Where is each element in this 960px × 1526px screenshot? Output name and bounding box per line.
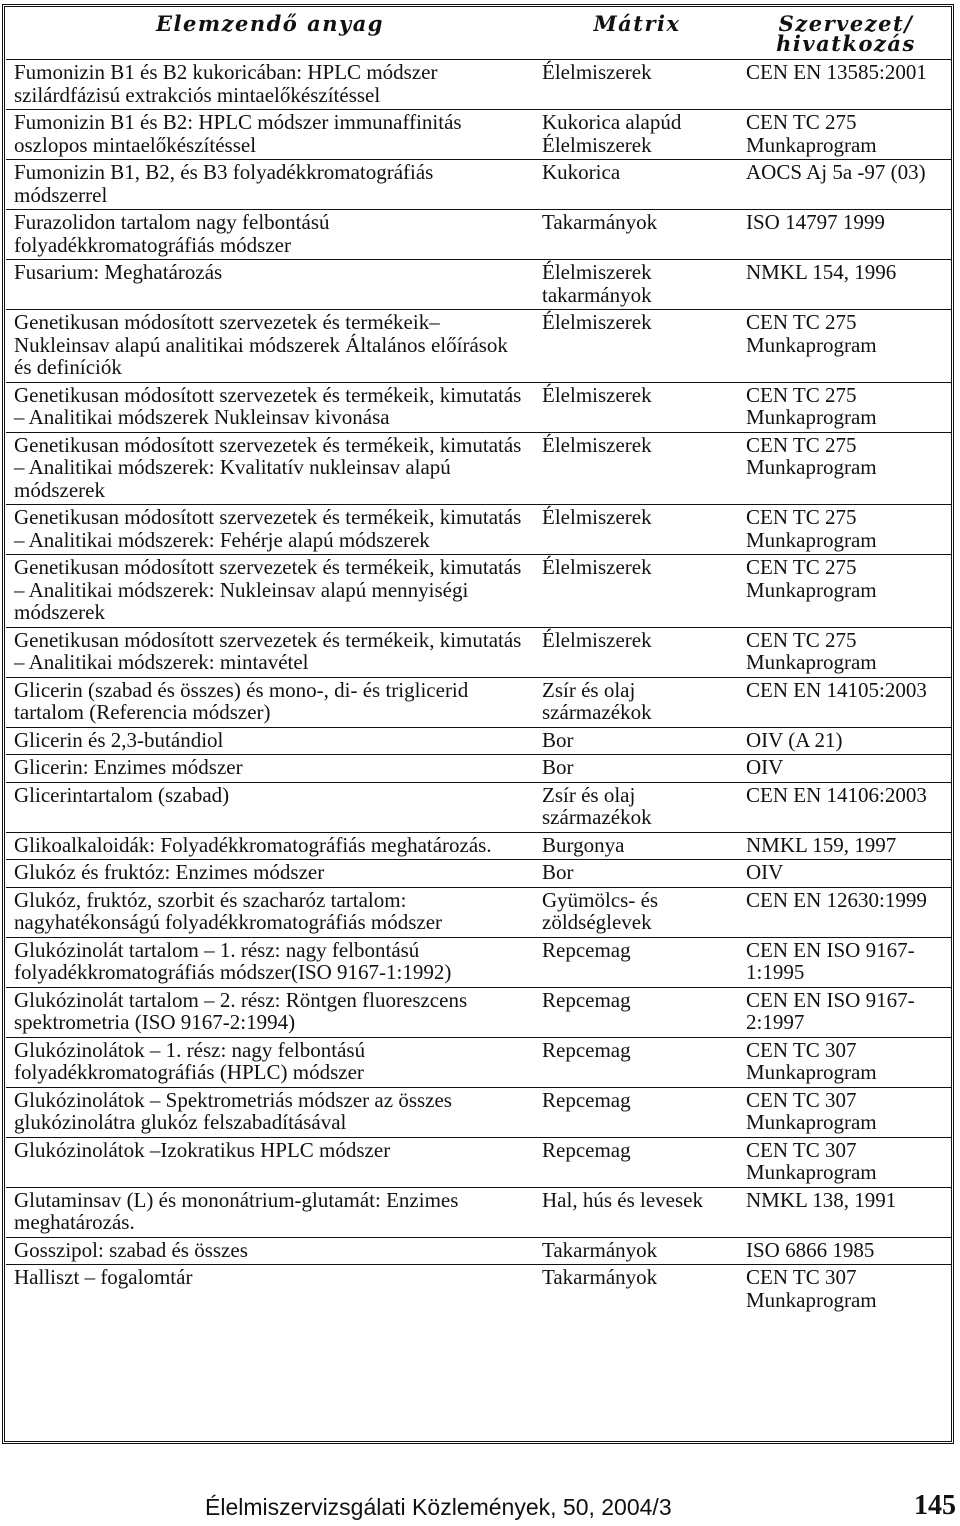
cell-analyte: Glukózinolát tartalom – 1. rész: nagy felbontású folyadékkromatográfiás módszer(ISO 9167-1:1992) bbox=[6, 937, 534, 987]
cell-matrix: Zsír és olaj származékok bbox=[534, 677, 740, 727]
cell-analyte: Genetikusan módosított szervezetek és termékeik, kimutatás – Analitikai módszerek Nukleinsav kivonása bbox=[6, 382, 534, 432]
cell-organization: OIV (A 21) bbox=[740, 727, 952, 755]
table-row bbox=[6, 1187, 952, 1237]
cell-organization: OIV bbox=[740, 755, 952, 783]
table-row bbox=[6, 110, 952, 160]
cell-organization: NMKL 138, 1991 bbox=[740, 1187, 952, 1237]
cell-organization: CEN EN 13585:2001 bbox=[746, 60, 927, 84]
cell-organization: AOCS Aj 5a -97 (03) bbox=[740, 160, 952, 210]
cell-analyte: Glukózinolátok – 1. rész: nagy felbontású folyadékkromatográfiás (HPLC) módszer bbox=[6, 1037, 534, 1087]
standards-table-frame bbox=[2, 4, 954, 1444]
cell-organization: CEN EN 14106:2003 bbox=[740, 782, 952, 832]
cell-analyte: Glicerin (szabad és összes) és mono-, di- és triglicerid tartalom (Referencia módszer) bbox=[6, 677, 534, 727]
table-row bbox=[6, 677, 952, 727]
table-row bbox=[6, 1237, 952, 1265]
table-row bbox=[6, 832, 952, 860]
cell-organization: CEN TC 307 Munkaprogram bbox=[740, 1087, 952, 1137]
cell-matrix: Élelmiszerek bbox=[534, 555, 740, 628]
table-row bbox=[6, 1265, 952, 1315]
cell-analyte: Glutaminsav (L) és mononátrium-glutamát: Enzimes meghatározás. bbox=[6, 1187, 534, 1237]
cell-organization: CEN TC 275 Munkaprogram bbox=[740, 382, 952, 432]
cell-organization: NMKL 154, 1996 bbox=[740, 260, 952, 310]
cell-organization: CEN EN 12630:1999 bbox=[740, 887, 952, 937]
cell-analyte: Glicerin: Enzimes módszer bbox=[6, 755, 534, 783]
cell-matrix: Repcemag bbox=[534, 1037, 740, 1087]
table-row bbox=[6, 1037, 952, 1087]
header-analyte: Elemzendő anyag bbox=[6, 8, 534, 60]
table-row bbox=[6, 782, 952, 832]
table-row bbox=[6, 555, 952, 628]
cell-matrix: Élelmiszerek takarmányok bbox=[534, 260, 740, 310]
table-row bbox=[6, 937, 952, 987]
cell-matrix: Repcemag bbox=[534, 937, 740, 987]
cell-analyte: Halliszt – fogalomtár bbox=[6, 1265, 534, 1315]
table-row bbox=[6, 432, 952, 505]
table-header-row bbox=[6, 8, 952, 60]
cell-matrix: Takarmányok bbox=[534, 1265, 740, 1315]
table-row bbox=[6, 887, 952, 937]
cell-organization: CEN EN ISO 9167-1:1995 bbox=[740, 937, 952, 987]
cell-matrix: Élelmiszerek bbox=[534, 627, 740, 677]
table-row bbox=[6, 755, 952, 783]
cell-matrix: Bor bbox=[534, 860, 740, 888]
cell-analyte: Glukózinolátok – Spektrometriás módszer az összes glukózinolátra glukóz felszabadításával bbox=[6, 1087, 534, 1137]
cell-analyte: Genetikusan módosított szervezetek és termékeik, kimutatás – Analitikai módszerek: Nukleinsav alapú mennyiségi módszerek bbox=[6, 555, 534, 628]
table-row bbox=[6, 1087, 952, 1137]
cell-analyte: Genetikusan módosított szervezetek és termékeik– Nukleinsav alapú analitikai módszerek Általános előírások és definíciók bbox=[6, 310, 534, 383]
cell-analyte: Glicerin és 2,3-butándiol bbox=[6, 727, 534, 755]
cell-matrix: Bor bbox=[534, 727, 740, 755]
table-body bbox=[6, 60, 952, 1315]
cell-organization: ISO 14797 1999 bbox=[740, 210, 952, 260]
header-matrix: Mátrix bbox=[534, 8, 740, 60]
cell-organization: ISO 6866 1985 bbox=[740, 1237, 952, 1265]
table-row bbox=[6, 1137, 952, 1187]
table-row bbox=[6, 505, 952, 555]
cell-matrix: Repcemag bbox=[534, 1087, 740, 1137]
cell-organization: NMKL 159, 1997 bbox=[740, 832, 952, 860]
cell-organization: CEN TC 275 Munkaprogram bbox=[740, 432, 952, 505]
cell-organization: CEN TC 307 Munkaprogram bbox=[740, 1037, 952, 1087]
cell-analyte: Genetikusan módosított szervezetek és termékeik, kimutatás – Analitikai módszerek: Fehérje alapú módszerek bbox=[6, 505, 534, 555]
cell-matrix: Kukorica bbox=[534, 160, 740, 210]
table-row bbox=[6, 727, 952, 755]
table-row bbox=[6, 60, 952, 110]
table-row bbox=[6, 382, 952, 432]
cell-analyte: Furazolidon tartalom nagy felbontású folyadékkromatográfiás módszer bbox=[6, 210, 534, 260]
cell-matrix: Élelmiszerek bbox=[534, 382, 740, 432]
cell-organization: CEN TC 307 Munkaprogram bbox=[740, 1137, 952, 1187]
cell-organization: CEN TC 275 Munkaprogram bbox=[740, 627, 952, 677]
cell-matrix: Élelmiszerek bbox=[542, 60, 652, 84]
cell-analyte: Fumonizin B1 és B2 kukoricában: HPLC módszer szilárdfázisú extrakciós mintaelőkészítéssel bbox=[14, 60, 438, 107]
cell-analyte: Genetikusan módosított szervezetek és termékeik, kimutatás – Analitikai módszerek: Kvalitatív nukleinsav alapú módszerek bbox=[6, 432, 534, 505]
cell-organization: CEN TC 275 Munkaprogram bbox=[740, 310, 952, 383]
table-row bbox=[6, 310, 952, 383]
cell-matrix: Repcemag bbox=[534, 1137, 740, 1187]
cell-matrix: Takarmányok bbox=[534, 210, 740, 260]
page-number: 145 bbox=[914, 1490, 956, 1521]
cell-matrix: Zsír és olaj származékok bbox=[534, 782, 740, 832]
cell-analyte: Glukóz, fruktóz, szorbit és szacharóz tartalom: nagyhatékonságú folyadékkromatográfiás módszer bbox=[6, 887, 534, 937]
page-footer bbox=[200, 1490, 960, 1526]
cell-organization: CEN TC 275 Munkaprogram bbox=[740, 505, 952, 555]
header-organization bbox=[740, 8, 952, 60]
cell-analyte: Glukózinolátok –Izokratikus HPLC módszer bbox=[6, 1137, 534, 1187]
cell-analyte: Fumonizin B1, B2, és B3 folyadékkromatográfiás módszerrel bbox=[6, 160, 534, 210]
cell-matrix: Repcemag bbox=[534, 987, 740, 1037]
cell-analyte: Glikoalkaloidák: Folyadékkromatográfiás meghatározás. bbox=[6, 832, 534, 860]
cell-matrix: Takarmányok bbox=[534, 1237, 740, 1265]
journal-citation: Élelmiszervizsgálati Közlemények, 50, 2004/3 bbox=[205, 1494, 672, 1520]
cell-analyte: Glukóz és fruktóz: Enzimes módszer bbox=[6, 860, 534, 888]
cell-analyte: Gosszipol: szabad és összes bbox=[6, 1237, 534, 1265]
cell-analyte: Fusarium: Meghatározás bbox=[6, 260, 534, 310]
table-row bbox=[6, 987, 952, 1037]
cell-analyte: Glukózinolát tartalom – 2. rész: Röntgen fluoreszcens spektrometria (ISO 9167-2:1994) bbox=[6, 987, 534, 1037]
cell-organization: CEN TC 307 Munkaprogram bbox=[740, 1265, 952, 1315]
cell-matrix: Burgonya bbox=[534, 832, 740, 860]
cell-organization: CEN EN 14105:2003 bbox=[740, 677, 952, 727]
cell-analyte: Fumonizin B1 és B2: HPLC módszer immunaffinitás oszlopos mintaelőkészítéssel bbox=[6, 110, 534, 160]
cell-matrix: Gyümölcs- és zöldséglevek bbox=[534, 887, 740, 937]
table-row bbox=[6, 260, 952, 310]
cell-matrix: Kukorica alapúd Élelmiszerek bbox=[534, 110, 740, 160]
cell-organization: CEN EN ISO 9167-2:1997 bbox=[740, 987, 952, 1037]
cell-organization: CEN TC 275 Munkaprogram bbox=[740, 555, 952, 628]
cell-matrix: Élelmiszerek bbox=[534, 505, 740, 555]
standards-table bbox=[6, 8, 952, 1314]
table-row bbox=[6, 627, 952, 677]
table-row bbox=[6, 160, 952, 210]
header-organization-text: Szervezet/ hivatkozás bbox=[776, 11, 916, 56]
cell-matrix: Bor bbox=[534, 755, 740, 783]
cell-matrix: Élelmiszerek bbox=[534, 432, 740, 505]
cell-matrix: Élelmiszerek bbox=[534, 310, 740, 383]
cell-analyte: Glicerintartalom (szabad) bbox=[6, 782, 534, 832]
table-row bbox=[6, 860, 952, 888]
cell-analyte: Genetikusan módosított szervezetek és termékeik, kimutatás – Analitikai módszerek: mintavétel bbox=[6, 627, 534, 677]
cell-organization: CEN TC 275 Munkaprogram bbox=[740, 110, 952, 160]
cell-organization: OIV bbox=[740, 860, 952, 888]
table-row bbox=[6, 210, 952, 260]
cell-matrix: Hal, hús és levesek bbox=[534, 1187, 740, 1237]
